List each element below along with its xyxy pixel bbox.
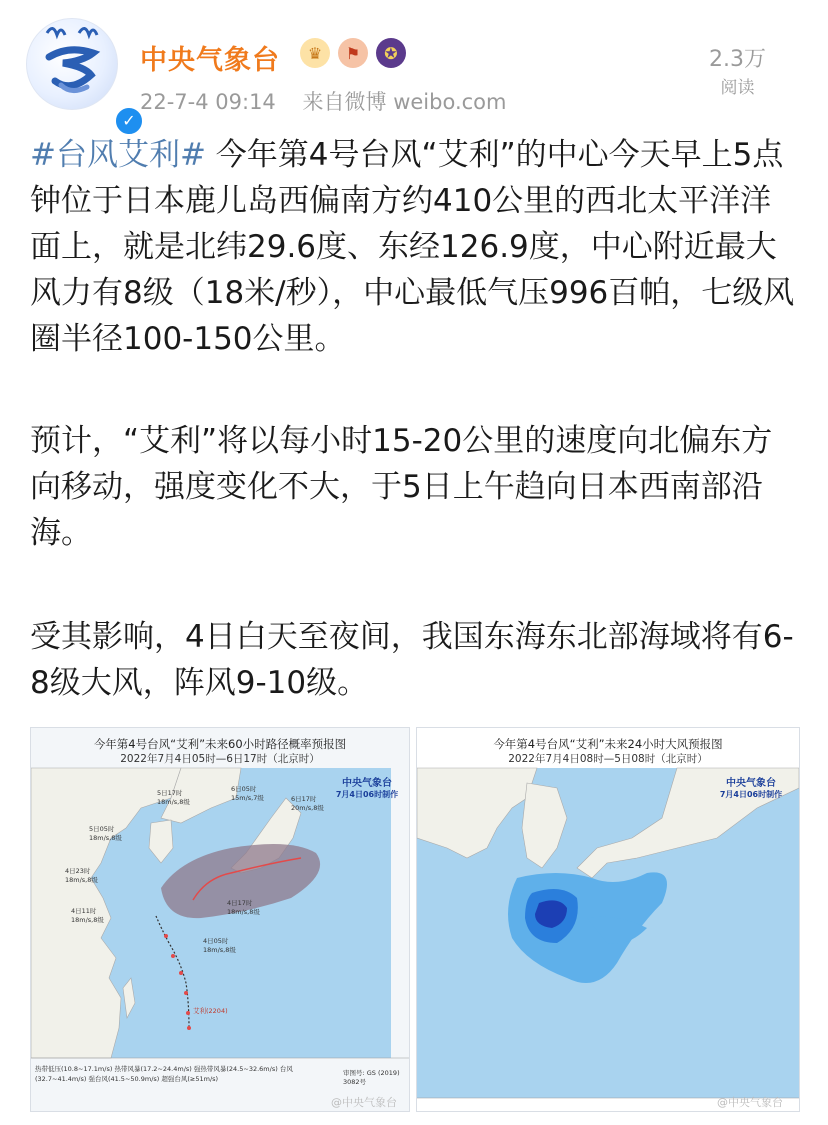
label-6d17: 6日17时 20m/s,8级 <box>291 795 324 812</box>
image2-agency: 中央气象台 7月4日06时制作 <box>719 778 783 799</box>
map-review-number: 审图号: GS (2019) 3082号 <box>343 1069 400 1086</box>
post-date: 22-7-4 09:14 <box>140 90 276 114</box>
track-forecast-image[interactable] <box>30 727 410 1112</box>
badge-row <box>300 38 406 68</box>
label-4d05: 4日05时 18m/s,8级 <box>203 937 236 954</box>
label-4d23: 4日23时 18m/s,8级 <box>65 867 98 884</box>
paragraph-2: 预计，“艾利”将以每小时15-20公里的速度向北偏东方向移动，强度变化不大，于5日上午趋向日本西南部沿海。 <box>30 423 773 551</box>
label-4d17: 4日17时 18m/s,8级 <box>227 899 260 916</box>
image1-agency: 中央气象台 7月4日06时制作 <box>335 778 399 799</box>
wind-forecast-image[interactable] <box>416 727 800 1112</box>
post-meta <box>140 86 506 116</box>
image1-subtitle: 2022年7月4日05时—6日17时（北京时） <box>120 753 320 765</box>
label-4d11: 4日11时 18m/s,8级 <box>71 907 104 924</box>
label-5d17: 5日17时 18m/s,8级 <box>157 789 190 806</box>
medal-badge-icon[interactable]: ⚑ <box>338 38 368 68</box>
image2-subtitle: 2022年7月4日08时—5日08时（北京时） <box>508 753 708 765</box>
shield-badge-icon[interactable]: ✪ <box>376 38 406 68</box>
post-header <box>0 0 828 130</box>
paragraph-1-text: 今年第4号台风“艾利”的中心今天早上5点钟位于日本鹿儿岛西偏南方约410公里的西北太平洋洋面上，就是北纬29.6度、东经126.9度，中心附近最大风力有8级（18米/秒），中心最低气压996百帕，七级风圈半径100-150公里。 <box>30 137 795 357</box>
image1-watermark: @中央气象台 <box>331 1096 397 1109</box>
avatar[interactable] <box>26 18 136 130</box>
label-5d05: 5日05时 18m/s,8级 <box>89 825 122 842</box>
account-name[interactable]: 中央气象台 <box>140 45 280 76</box>
verified-icon: ✓ <box>113 105 145 137</box>
post-source[interactable]: 来自微博 weibo.com <box>302 90 507 114</box>
read-count-label: 阅读 <box>720 78 755 98</box>
image1-title: 今年第4号台风“艾利”未来60小时路径概率预报图 <box>93 737 347 751</box>
label-6d05: 6日05时 15m/s,7级 <box>231 785 264 802</box>
logo-icon <box>27 19 117 109</box>
read-count-number: 2.3万 <box>709 47 766 72</box>
storm-label: 艾利(2204) <box>193 1007 228 1015</box>
paragraph-3: 受其影响，4日白天至夜间，我国东海东北部海域将有6-8级大风，阵风9-10级。 <box>30 619 794 701</box>
image1-legend: 热带低压(10.8~17.1m/s) 热带风暴(17.2~24.4m/s) 强热带风暴(24.5~32.6m/s) 台风(32.7~41.4m/s) 强台风(41.5~50.9m/s) 超强台风(≥51m/s) <box>35 1065 293 1083</box>
read-count <box>709 42 766 98</box>
crown-badge-icon[interactable]: ♛ <box>300 38 330 68</box>
paragraph-1 <box>30 132 800 362</box>
image2-watermark: @中央气象台 <box>717 1096 783 1109</box>
hashtag-link[interactable]: #台风艾利# <box>30 137 206 173</box>
image2-title: 今年第4号台风“艾利”未来24小时大风预报图 <box>493 737 723 751</box>
